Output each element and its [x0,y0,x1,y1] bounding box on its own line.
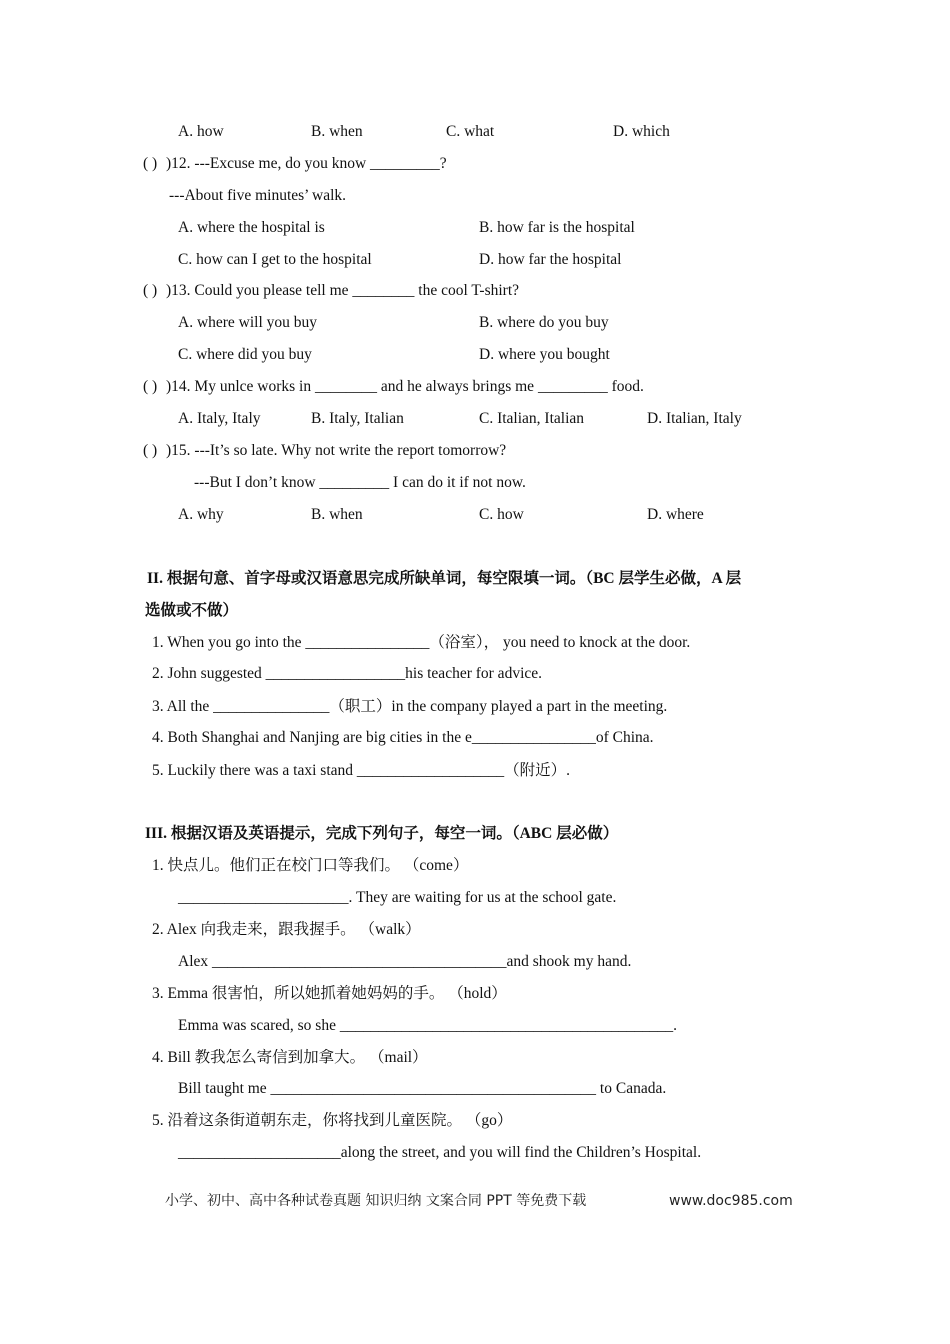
section-3-heading: III. 根据汉语及英语提示，完成下列句子，每空一词。（ABC 层必做） [145,825,619,842]
q15-option-a: A. why [178,506,224,523]
q14-option-c: C. Italian, Italian [479,410,585,427]
q15-answer-bracket: ( ) [143,442,158,459]
q13-option-d: D. where you bought [479,346,610,363]
footer-text: 小学、初中、高中各种试卷真题 知识归纳 文案合同 PPT 等免费下载 [165,1193,587,1209]
section-3-item-3-prompt: 3. Emma 很害怕，所以她抓着她妈妈的手。 （hold） [152,985,507,1002]
q12-option-b: B. how far is the hospital [479,219,635,236]
q12-stem: )12. ---Excuse me, do you know _________? [166,155,447,172]
section-2-heading-line-2: 选做或不做） [145,602,239,619]
q15-option-c: C. how [479,506,524,523]
q15-reply: ---But I don’t know _________ I can do it if not now. [194,474,526,491]
section-2-item-4: 4. Both Shanghai and Nanjing are big cities in the e________________of China. [152,729,654,746]
q12-answer-bracket: ( ) [143,155,158,172]
section-3-item-5-answer: _____________________along the street, and you will find the Children’s Hospital. [178,1144,702,1161]
q12-option-c: C. how can I get to the hospital [178,251,372,268]
section-3-item-5-prompt: 5. 沿着这条街道朝东走，你将找到儿童医院。 （go） [152,1112,513,1129]
q13-option-b: B. where do you buy [479,314,609,331]
q12-reply: ---About five minutes’ walk. [169,187,347,204]
section-3-item-1-prompt: 1. 快点儿。他们正在校门口等我们。 （come） [152,857,469,874]
section-3-item-2-prompt: 2. Alex 向我走来，跟我握手。 （walk） [152,921,421,938]
section-3-item-4-answer: Bill taught me __________________________________________ to Canada. [178,1080,667,1097]
q11-option-b: B. when [311,123,363,140]
section-2-heading-line-1: II. 根据句意、首字母或汉语意思完成所缺单词，每空限填一词。（BC 层学生必做，A 层 [147,570,742,587]
q13-option-a: A. where will you buy [178,314,318,331]
section-2-item-2: 2. John suggested __________________his teacher for advice. [152,665,543,682]
q15-stem: )15. ---It’s so late. Why not write the report tomorrow? [166,442,507,459]
q15-option-b: B. when [311,506,363,523]
q12-option-a: A. where the hospital is [178,219,325,236]
section-3-item-4-prompt: 4. Bill 教我怎么寄信到加拿大。 （mail） [152,1049,428,1066]
q14-option-d: D. Italian, Italy [647,410,742,427]
section-2-item-3: 3. All the _______________（职工）in the company played a part in the meeting. [152,698,668,715]
q13-stem: )13. Could you please tell me ________ the cool T-shirt? [166,282,520,299]
section-3-item-1-answer: ______________________. They are waiting for us at the school gate. [178,889,617,906]
q14-answer-bracket: ( ) [143,378,158,395]
q14-option-b: B. Italy, Italian [311,410,404,427]
q11-option-d: D. which [613,123,670,140]
q15-option-d: D. where [647,506,704,523]
footer-url[interactable]: www.doc985.com [669,1193,793,1209]
q13-answer-bracket: ( ) [143,282,158,299]
section-3-item-2-answer: Alex ______________________________________and shook my hand. [178,953,632,970]
q11-option-a: A. how [178,123,224,140]
q11-option-c: C. what [446,123,495,140]
q14-stem: )14. My unlce works in ________ and he always brings me _________ food. [166,378,644,395]
section-3-item-3-answer: Emma was scared, so she ___________________________________________. [178,1017,677,1034]
section-2-item-1: 1. When you go into the ________________（浴室）， you need to knock at the door. [152,634,691,651]
q14-option-a: A. Italy, Italy [178,410,261,427]
q12-option-d: D. how far the hospital [479,251,622,268]
section-2-item-5: 5. Luckily there was a taxi stand ___________________（附近）. [152,762,571,779]
q13-option-c: C. where did you buy [178,346,312,363]
